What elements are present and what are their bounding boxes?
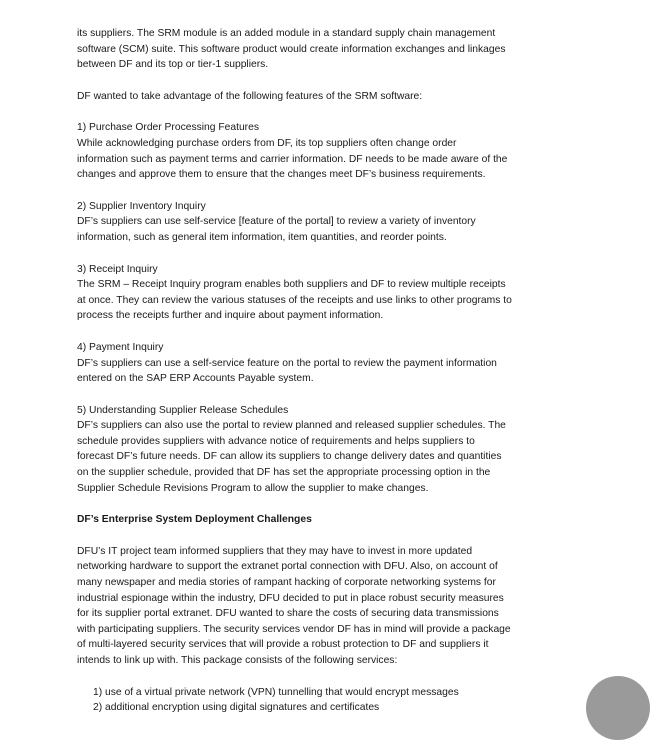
text-line: networking hardware to support the extranet portal connection with DFU. Also, on account of [77, 561, 498, 573]
feature-title: 4) Payment Inquiry [77, 341, 164, 353]
text-line: with participating suppliers. The security services vendor DF has in mind will provide a package [77, 623, 511, 635]
text-line: between DF and its top or tier-1 suppliers. [77, 59, 269, 71]
text-line: The SRM – Receipt Inquiry program enables both suppliers and DF to review multiple receipts [77, 279, 506, 291]
feature-payment-inquiry [77, 340, 569, 387]
intro-paragraph [77, 26, 569, 73]
feature-supplier-inventory [77, 199, 569, 246]
feature-receipt-inquiry [77, 262, 569, 324]
text-line: DFU’s IT project team informed suppliers that they may have to invest in more updated [77, 545, 473, 557]
list-item: 1) use of a virtual private network (VPN) tunnelling that would encrypt messages [93, 686, 459, 698]
feature-release-schedules [77, 403, 569, 497]
features-intro: DF wanted to take advantage of the following features of the SRM software: [77, 90, 423, 102]
text-line: While acknowledging purchase orders from DF, its top suppliers often change order [77, 137, 457, 149]
text-line: for its supplier portal extranet. DFU wanted to share the costs of securing data transmissions [77, 608, 499, 620]
text-line: entered on the SAP ERP Accounts Payable system. [77, 373, 314, 385]
text-line: at once. They can review the various statuses of the receipts and use links to other programs to [77, 294, 512, 306]
text-line: forecast DF’s future needs. DF can allow its suppliers to change delivery dates and quantities [77, 451, 502, 463]
text-line: changes and approve them to ensure that the changes meet DF’s business requirements. [77, 169, 486, 181]
text-line: on the supplier schedule, provided that DF has set the appropriate processing option in the [77, 467, 491, 479]
scroll-indicator-circle[interactable] [586, 676, 650, 740]
feature-title: 3) Receipt Inquiry [77, 263, 158, 275]
feature-purchase-order [77, 120, 569, 182]
text-line: intends to link up with. This package consists of the following services: [77, 655, 398, 666]
text-line: DF’s suppliers can use self-service [feature of the portal] to review a variety of inventory [77, 216, 476, 228]
text-line: information such as payment terms and carrier information. DF needs to be made aware of the [77, 153, 508, 165]
text-line: schedule provides suppliers with advance notice of requirements and helps suppliers to [77, 435, 475, 447]
text-line: process the receipts further and inquire about payment information. [77, 310, 384, 322]
text-line: information, such as general item information, item quantities, and reorder points. [77, 231, 447, 243]
text-line: software (SCM) suite. This software product would create information exchanges and linkages [77, 43, 506, 55]
text-line: Supplier Schedule Revisions Program to allow the supplier to make changes. [77, 482, 429, 494]
challenges-paragraph [77, 544, 569, 669]
text-line: DF’s suppliers can use a self-service feature on the portal to review the payment information [77, 357, 497, 369]
services-list [93, 685, 569, 716]
text-line: its suppliers. The SRM module is an added module in a standard supply chain management [77, 28, 496, 39]
feature-title: 5) Understanding Supplier Release Schedules [77, 404, 289, 416]
feature-title: 1) Purchase Order Processing Features [77, 122, 259, 134]
section-heading: DF’s Enterprise System Deployment Challenges [77, 514, 312, 526]
text-line: DF’s suppliers can also use the portal to review planned and released supplier schedules. The [77, 420, 506, 432]
text-line: industrial espionage within the industry, DFU decided to put in place robust security measures [77, 592, 504, 604]
text-line: of multi-layered security services that will provide a robust protection to DF and suppliers it [77, 639, 489, 651]
list-item: 2) additional encryption using digital signatures and certificates [93, 702, 380, 714]
feature-title: 2) Supplier Inventory Inquiry [77, 200, 206, 212]
text-line: many newspaper and media stories of rampant hacking of corporate networking systems for [77, 577, 496, 589]
document-body [77, 26, 569, 716]
